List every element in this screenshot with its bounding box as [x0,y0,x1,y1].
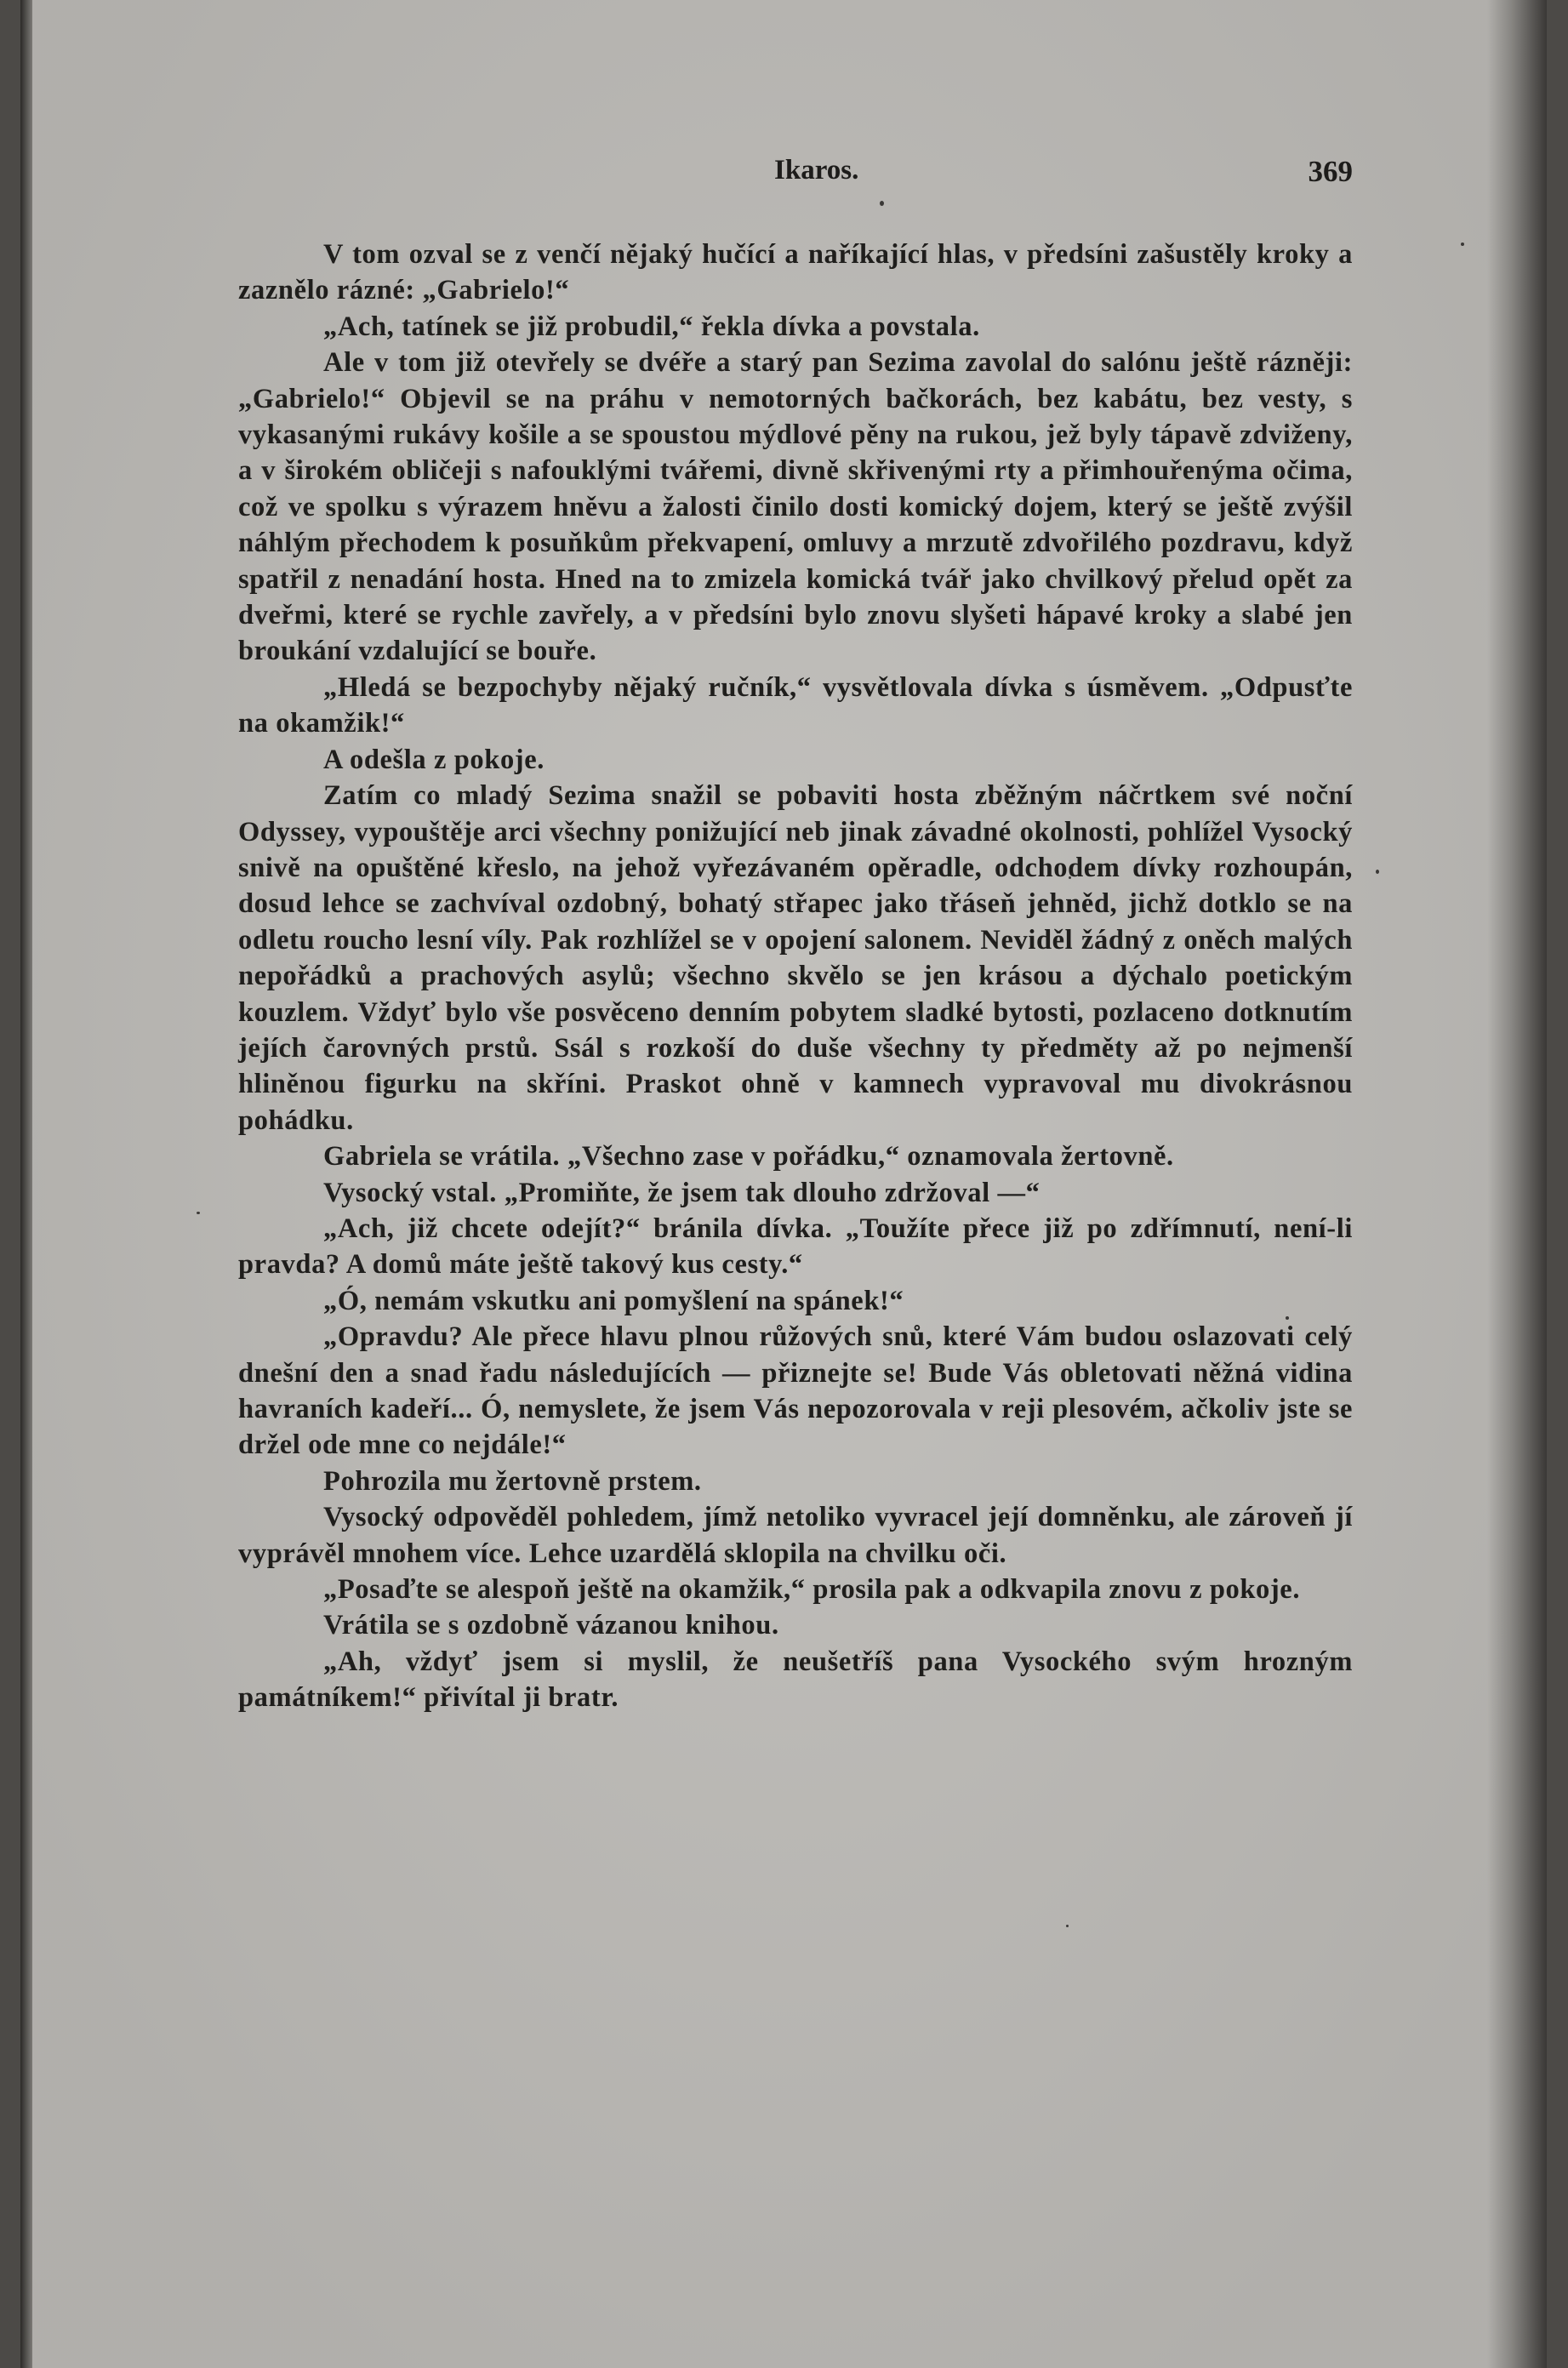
page-right-edge-shadow [1487,0,1547,2368]
paragraph: V tom ozval se z venčí nějaký hučící a naříkající hlas, v předsíni zašustěly kroky a zaznělo rázné: „Gabrielo!“ [238,239,1353,306]
paragraph: „Ah, vždyť jsem si myslil, že neušetříš pana Vysockého svým hrozným památníkem!“ přivítal ji bratr. [238,1646,1353,1714]
paragraph: Vysocký vstal. „Promiňte, že jsem tak dlouho zdržoval —“ [323,1177,1041,1208]
paragraph: „Hledá se bezpochyby nějaký ručník,“ vysvětlovala dívka s úsměvem. „Odpusťte na okamžik!“ [238,671,1353,739]
page-number: 369 [1308,155,1353,188]
paragraph: Ale v tom již otevřely se dvéře a starý pan Sezima zavolal do salónu ještě rázněji: „Gabrielo!“ Objevil se na práhu v nemotorných bačkorách, bez kabátu, bez vesty, s vykasanými rukávy košile a se spoustou mýdlové pěny na rukou, jež byly tápavě zdviženy, a v širokém obličeji s nafouklými tvářemi, divně skřivenými rty a přimhouřenýma očima, což ve spolku s výrazem hněvu a žalosti činilo dosti komický dojem, který se ještě zvýšil náhlým přechodem k posuňkům překvapení, omluvy a mrzutě zdvořilého pozdravu, když spatřil z nenadání hosta. Hned na to zmizela komická tvář jako chvilkový přelud opět za dveřmi, které se rychle zavřely, a v předsíni bylo znovu slyšeti hápavé kroky a slabé jen broukání vzdalující se bouře. [238,347,1353,667]
paragraph: „Ó, nemám vskutku ani pomyšlení na spánek!“ [323,1285,904,1316]
print-speck [1376,870,1379,874]
book-page [20,0,1547,2368]
paragraph: Zatím co mladý Sezima snažil se pobaviti hosta zběžným náčrtkem své noční Odyssey, vypouštěje arci všechny ponižující neb jinak závadné okolnosti, pohlížel Vysocký snivě na opuštěné křeslo, na jehož vyřezávaném opěradle, odchodem dívky rozhoupán, dosud lehce se zachvíval ozdobný, bohatý střapec jako třáseň jehněd, jichž dotklo se na odletu roucho lesní víly. Pak rozhlížel se v opojení salonem. Neviděl žádný z oněch malých nepořádků a prachových asylů; všechno skvělo se jen krásou a dýchalo poetickým kouzlem. Vždyť bylo vše posvěceno denním pobytem sladké bytosti, pozlaceno dotknutím jejích čarovných prstů. Ssál s rozkoší do duše všechny ty předměty až po nejmenší hliněnou figurku na skříni. Praskot ohně v kamnech vypravoval mu divokrásnou pohádku. [238,780,1353,1136]
page-header [238,155,1353,197]
paragraph: „Posaďte se alespoň ještě na okamžik,“ prosila pak a odkvapila znovu z pokoje. [323,1574,1301,1606]
print-speck [880,201,884,206]
page-left-edge-shadow [20,0,32,2368]
paragraph: Vysocký odpověděl pohledem, jímž netoliko vyvracel její domněnku, ale zároveň jí vyprávěl mnohem více. Lehce uzardělá sklopila na chvilku oči. [238,1502,1353,1569]
print-speck [1461,243,1464,246]
print-speck [1066,1925,1069,1927]
paragraph: Gabriela se vrátila. „Všechno zase v pořádku,“ oznamovala žertovně. [323,1141,1174,1173]
paragraph: Pohrozila mu žertovně prstem. [323,1465,702,1497]
running-title: Ikaros. [774,155,859,185]
paragraph: A odešla z pokoje. [323,744,545,775]
paragraph: Vrátila se s ozdobně vázanou knihou. [323,1610,779,1641]
print-speck [197,1212,200,1214]
paragraph: „Ach, tatínek se již probudil,“ řekla dívka a povstala. [323,311,980,342]
paragraph: „Opravdu? Ale přece hlavu plnou růžových snů, které Vám budou oslazovati celý dnešní den a snad řadu následujících — přiznejte se! Bude Vás obletovati něžná vidina havraních kadeří... Ó, nemyslete, že jsem Vás nepozorovala v reji plesovém, ačkoliv jste se držel ode mne co nejdále!“ [238,1321,1353,1461]
body-text [238,237,1353,1716]
paragraph: „Ach, již chcete odejít?“ bránila dívka. „Toužíte přece již po zdřímnutí, není-li pravda? A domů máte ještě takový kus cesty.“ [238,1213,1353,1281]
